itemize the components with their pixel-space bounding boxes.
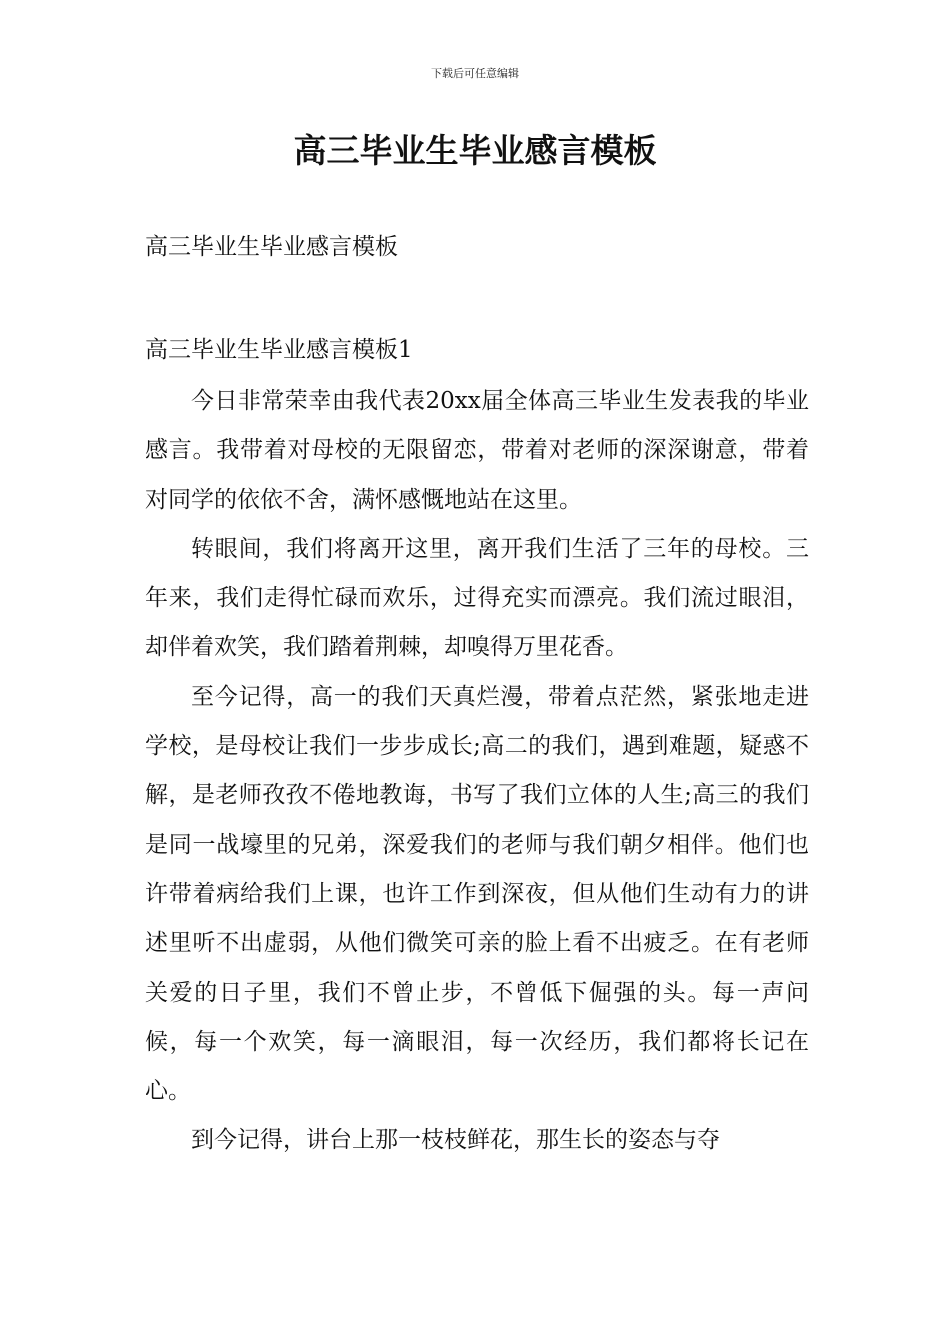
- header-note: 下载后可任意编辑: [431, 67, 519, 80]
- document-subtitle: 高三毕业生毕业感言模板: [145, 234, 398, 260]
- paragraph: 今日非常荣幸由我代表20xx届全体高三毕业生发表我的毕业感言。我带着对母校的无限留恋，带着对老师的深深谢意，带着对同学的依依不舍，满怀感慨地站在这里。: [145, 388, 809, 513]
- paragraph: 转眼间，我们将离开这里，离开我们生活了三年的母校。三年来，我们走得忙碌而欢乐，过得充实而漂亮。我们流过眼泪，却伴着欢笑，我们踏着荆棘，却嗅得万里花香。: [145, 535, 809, 661]
- paragraph: 至今记得，高一的我们天真烂漫，带着点茫然，紧张地走进学校，是母校让我们一步步成长;高二的我们，遇到难题，疑惑不解，是老师孜孜不倦地教诲，书写了我们立体的人生;高三的我们是同一战壕里的兄弟，深爱我们的老师与我们朝夕相伴。他们也许带着病给我们上课，也许工作到深夜，但从他们生动有力的讲述里听不出虚弱，从他们微笑可亲的脸上看不出疲乏。在有老师关爱的日子里，我们不曾止步，不曾低下倔强的头。每一声问候，每一个欢笑，每一滴眼泪，每一次经历，我们都将长记在心。: [145, 683, 809, 1105]
- document-title: 高三毕业生毕业感言模板: [293, 131, 657, 170]
- body-text: [145, 377, 809, 1166]
- section-heading: 高三毕业生毕业感言模板1: [145, 337, 413, 363]
- paragraph: 到今记得，讲台上那一枝枝鲜花，那生长的姿态与夺: [191, 1127, 720, 1154]
